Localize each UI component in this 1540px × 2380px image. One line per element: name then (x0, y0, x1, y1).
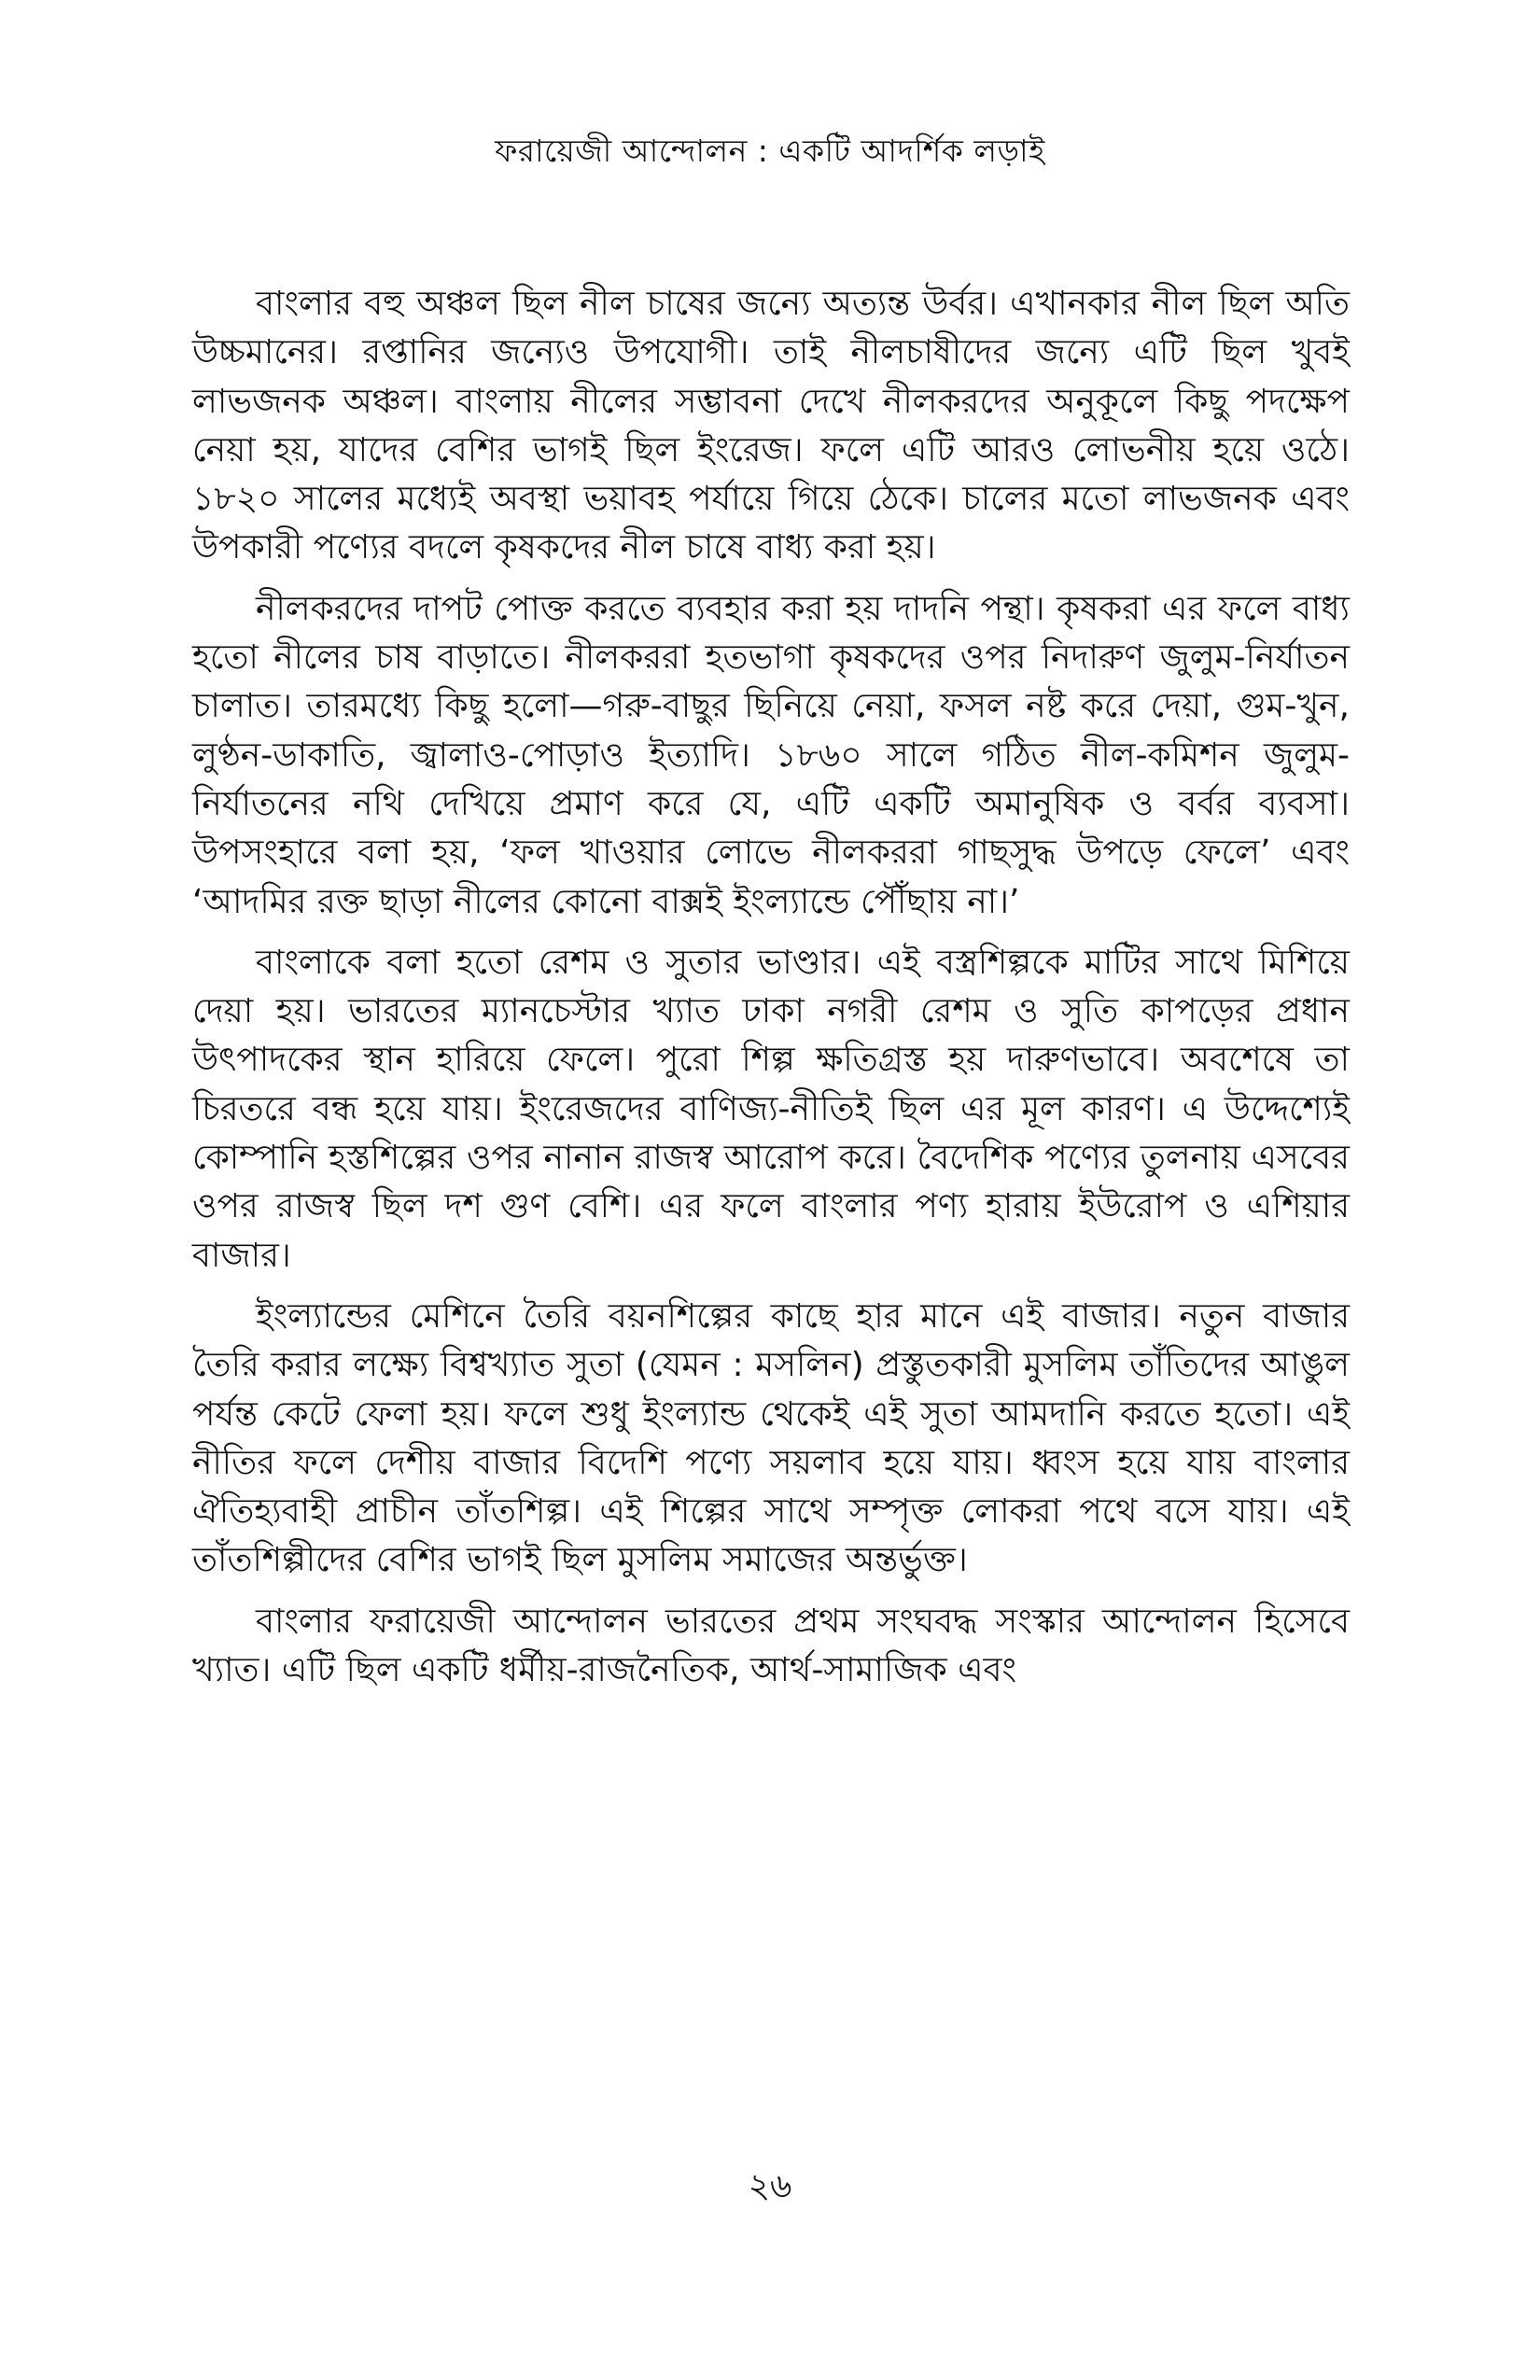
paragraph-silk-cotton-industry: বাংলাকে বলা হতো রেশম ও সুতার ভাণ্ডার। এই বস্ত্রশিল্পকে মাটির সাথে মিশিয়ে দেয়া হয়। ভারতের ম্যানচেস্টার খ্যাত ঢাকা নগরী রেশম ও সুতি কাপড়ের প্রধান উৎপাদকের স্থান হারিয়ে ফেলে। পুরো শিল্প ক্ষতিগ্রস্ত হয় দারুণভাবে। অবশেষে তা চিরতরে বন্ধ হয়ে যায়। ইংরেজদের বাণিজ্য-নীতিই ছিল এর মূল কারণ। এ উদ্দেশ্যেই কোম্পানি হস্তশিল্পের ওপর নানান রাজস্ব আরোপ করে। বৈদেশিক পণ্যের তুলনায় এসবের ওপর রাজস্ব ছিল দশ গুণ বেশি। এর ফলে বাংলার পণ্য হারায় ইউরোপ ও এশিয়ার বাজার। (192, 943, 1350, 1275)
paragraph-indigo-cultivation: বাংলার বহু অঞ্চল ছিল নীল চাষের জন্যে অত্যন্ত উর্বর। এখানকার নীল ছিল অতি উচ্চমানের। রপ্তানির জন্যেও উপযোগী। তাই নীলচাষীদের জন্যে এটি ছিল খুবই লাভজনক অঞ্চল। বাংলায় নীলের সম্ভাবনা দেখে নীলকরদের অনুকূলে কিছু পদক্ষেপ নেয়া হয়, যাদের বেশির ভাগই ছিল ইংরেজ। ফলে এটি আরও লোভনীয় হয়ে ওঠে। ১৮২০ সালের মধ্যেই অবস্থা ভয়াবহ পর্যায়ে গিয়ে ঠেকে। চালের মতো লাভজনক এবং উপকারী পণ্যের বদলে কৃষকদের নীল চাষে বাধ্য করা হয়। (192, 285, 1350, 567)
paragraph-faraizi-movement: বাংলার ফরায়েজী আন্দোলন ভারতের প্রথম সংঘবদ্ধ সংস্কার আন্দোলন হিসেবে খ্যাত। এটি ছিল একটি ধর্মীয়-রাজনৈতিক, আর্থ-সামাজিক এবং (192, 1602, 1350, 1690)
page-number: ২৬ (748, 2167, 792, 2205)
running-header: ফরায়েজী আন্দোলন : একটি আদর্শিক লড়াই (495, 133, 1045, 169)
paragraph-dadni-system: নীলকরদের দাপট পোক্ত করতে ব্যবহার করা হয় দাদনি পন্থা। কৃষকরা এর ফলে বাধ্য হতো নীলের চাষ বাড়াতে। নীলকররা হতভাগা কৃষকদের ওপর নিদারুণ জুলুম-নির্যাতন চালাত। তারমধ্যে কিছু হলো—গরু-বাছুর ছিনিয়ে নেয়া, ফসল নষ্ট করে দেয়া, গুম-খুন, লুণ্ঠন-ডাকাতি, জ্বালাও-পোড়াও ইত্যাদি। ১৮৬০ সালে গঠিত নীল-কমিশন জুলুম-নির্যাতনের নথি দেখিয়ে প্রমাণ করে যে, এটি একটি অমানুষিক ও বর্বর ব্যবসা। উপসংহারে বলা হয়, ‘ফল খাওয়ার লোভে নীলকররা গাছসুদ্ধ উপড়ে ফেলে’ এবং ‘আদমির রক্ত ছাড়া নীলের কোনো বাক্সই ইংল্যান্ডে পৌঁছায় না।’ (192, 589, 1350, 921)
paragraph-weaving-market: ইংল্যান্ডের মেশিনে তৈরি বয়নশিল্পের কাছে হার মানে এই বাজার। নতুন বাজার তৈরি করার লক্ষ্যে বিশ্বখ্যাত সুতা (যেমন : মসলিন) প্রস্তুতকারী মুসলিম তাঁতিদের আঙুল পর্যন্ত কেটে ফেলা হয়। ফলে শুধু ইংল্যান্ড থেকেই এই সুতা আমদানি করতে হতো। এই নীতির ফলে দেশীয় বাজার বিদেশি পণ্যে সয়লাব হয়ে যায়। ধ্বংস হয়ে যায় বাংলার ঐতিহ্যবাহী প্রাচীন তাঁতশিল্প। এই শিল্পের সাথে সম্পৃক্ত লোকরা পথে বসে যায়। এই তাঁতশিল্পীদের বেশির ভাগই ছিল মুসলিম সমাজের অন্তর্ভুক্ত। (192, 1296, 1350, 1580)
body-text (192, 280, 1350, 1707)
